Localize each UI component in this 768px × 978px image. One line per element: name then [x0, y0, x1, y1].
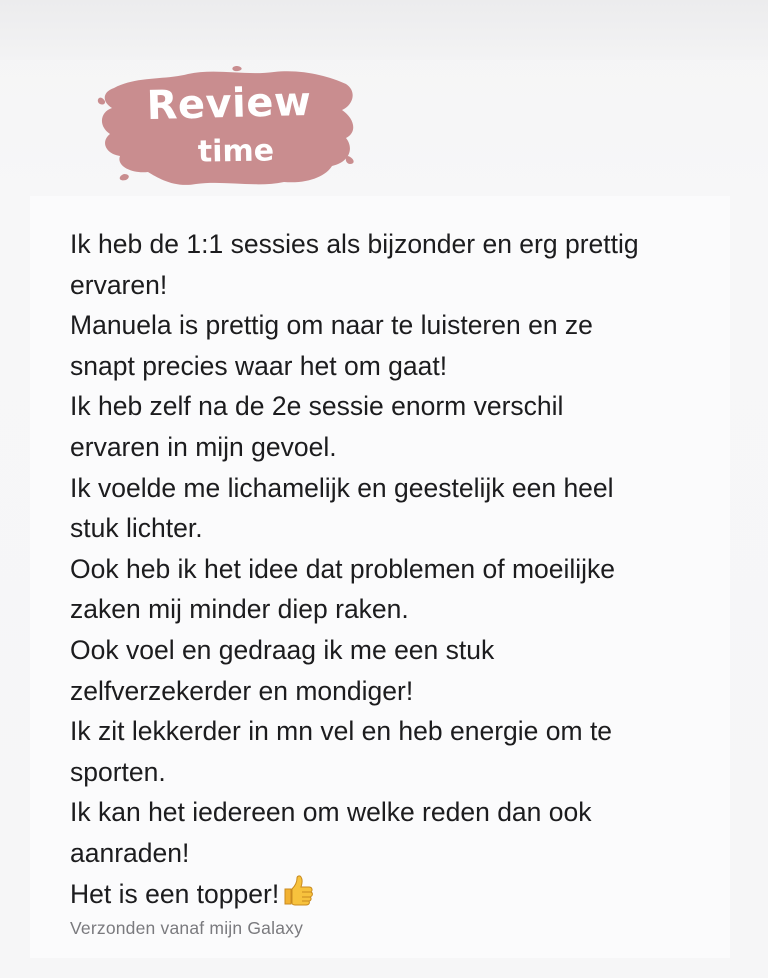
review-time-badge	[96, 66, 360, 192]
email-signature: Verzonden vanaf mijn Galaxy	[70, 918, 304, 938]
review-closing-text: Het is een topper!	[70, 878, 280, 909]
review-line: sporten.	[70, 756, 166, 787]
review-line: stuk lichter.	[70, 513, 203, 544]
review-line: zaken mij minder diep raken.	[70, 594, 409, 625]
review-line: Ik zit lekkerder in mn vel en heb energie om te	[70, 716, 613, 747]
review-line: snapt precies waar het om gaat!	[70, 350, 448, 381]
review-closing-line	[70, 874, 730, 915]
review-line: zelfverzekerder en mondiger!	[70, 675, 414, 706]
badge-subtitle: time	[197, 133, 275, 170]
top-band	[0, 0, 768, 60]
badge-title: Review	[146, 78, 312, 130]
review-line: Ik kan het iedereen om welke reden dan ook	[70, 797, 592, 828]
review-line: aanraden!	[70, 837, 190, 868]
review-line: Ik heb de 1:1 sessies als bijzonder en erg prettig	[70, 229, 639, 259]
thumbs-up-icon	[281, 874, 315, 908]
review-line: Ik heb zelf na de 2e sessie enorm verschil	[70, 391, 564, 422]
review-line: Ook voel en gedraag ik me een stuk	[70, 634, 495, 665]
review-line: ervaren in mijn gevoel.	[70, 431, 337, 462]
review-line: Ook heb ik het idee dat problemen of moeilijke	[70, 553, 616, 584]
review-line: Ik voelde me lichamelijk en geestelijk een heel	[70, 472, 614, 503]
review-line: ervaren!	[70, 269, 168, 300]
review-text	[70, 224, 730, 914]
review-line: Manuela is prettig om naar te luisteren en ze	[70, 310, 593, 341]
